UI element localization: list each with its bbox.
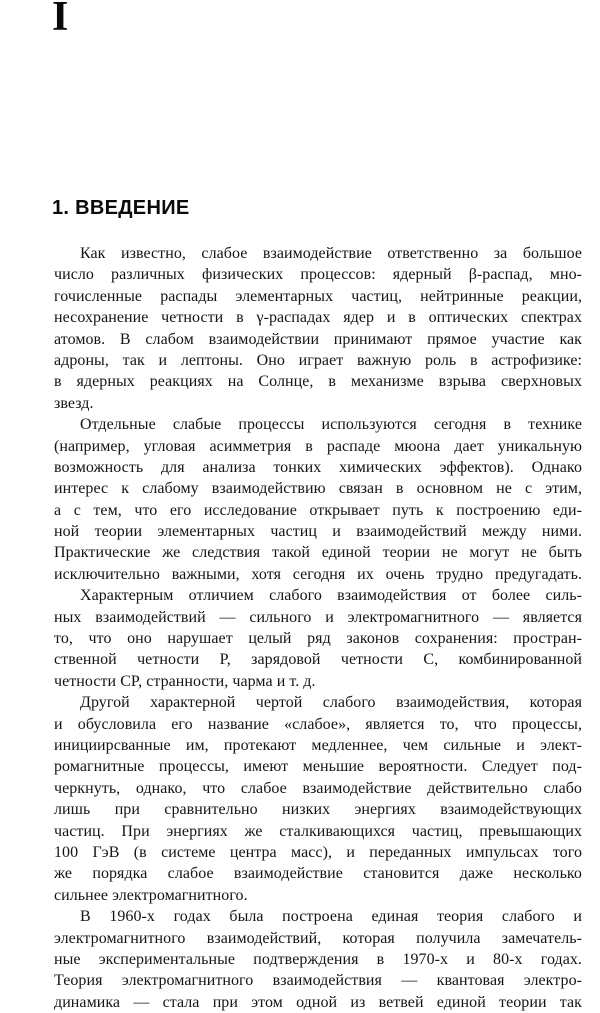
- text-line: частиц. При энергиях же сталкивающихся частиц, превышающих: [54, 822, 582, 840]
- text-line: Другой характерной чертой слабого взаимодействия, которая: [80, 694, 582, 712]
- text-line: несохранение четности в γ-распадах ядер и в оптических спектрах: [54, 309, 582, 327]
- text-line: черкнуть, однако, что слабое взаимодействие действительно слабо: [54, 779, 582, 797]
- text-line: гочисленные распады элементарных частиц, нейтринные реакции,: [54, 287, 582, 305]
- text-line: адроны, так и лептоны. Оно играет важную роль в астрофизике:: [54, 351, 582, 369]
- text-line: же порядка слабое взаимодействие становится даже несколько: [54, 865, 582, 883]
- chapter-numeral: I: [52, 0, 69, 40]
- text-line: ственной четности P, зарядовой четности C, комбинированной: [54, 651, 582, 669]
- text-line: ромагнитные процессы, имеют меньшие вероятности. Следует под-: [54, 758, 582, 776]
- body-text: [54, 243, 582, 1013]
- text-line: инициирсванные им, протекают медленнее, чем сильные и элект-: [54, 736, 582, 754]
- text-line: исключительно важными, хотя сегодня их очень трудно предугадать.: [54, 565, 582, 583]
- section-heading: 1. ВВЕДЕНИЕ: [52, 197, 190, 219]
- text-line: 100 ГэВ (в системе центра масс), и переданных импульсах того: [54, 843, 582, 861]
- text-line: Отдельные слабые процессы используются сегодня в технике: [80, 416, 582, 434]
- text-line: в ядерных реакциях на Солнце, в механизме взрыва сверхновых: [54, 373, 582, 391]
- text-line: Теория электромагнитного взаимодействия — квантовая электро-: [54, 972, 582, 990]
- text-line: ных взаимодействий — сильного и электромагнитного — является: [54, 608, 582, 626]
- text-line: число различных физических процессов: ядерный β-распад, мно-: [54, 266, 582, 284]
- text-line: возможность для анализа тонких химических эффектов). Однако: [54, 458, 582, 476]
- text-line: электромагнитного взаимодействий, которая получила замечатель-: [54, 929, 582, 947]
- text-line: Характерным отличием слабого взаимодействия от более силь-: [80, 587, 582, 605]
- text-line: (например, угловая асимметрия в распаде мюона дает уникальную: [54, 437, 582, 455]
- text-line: ные экспериментальные подтверждения в 1970-х и 80-х годах.: [54, 950, 582, 968]
- text-line: сильнее электромагнитного.: [54, 886, 248, 904]
- text-line: атомов. В слабом взаимодействии принимают прямое участие как: [54, 330, 582, 348]
- text-line: ной теории элементарных частиц и взаимодействий между ними.: [54, 523, 582, 541]
- text-line: и обусловила его название «слабое», является то, что процессы,: [54, 715, 582, 733]
- text-line: динамика — стала при этом одной из ветвей единой теории так: [54, 993, 582, 1011]
- text-line: лишь при сравнительно низких энергиях взаимодействующих: [54, 801, 582, 819]
- text-line: Практические же следствия такой единой теории не могут не быть: [54, 544, 582, 562]
- text-line: четности CP, странности, чарма и т. д.: [54, 672, 316, 690]
- text-line: интерес к слабому взаимодействию связан в основном не с этим,: [54, 480, 582, 498]
- text-line: В 1960-х годах была построена единая теория слабого и: [80, 908, 582, 926]
- text-line: а с тем, что его исследование открывает путь к построению еди-: [54, 501, 582, 519]
- text-line: то, что оно нарушает целый ряд законов сохранения: простран-: [54, 630, 582, 648]
- text-line: Как известно, слабое взаимодействие ответственно за большое: [80, 245, 582, 262]
- text-line: звезд.: [54, 394, 94, 412]
